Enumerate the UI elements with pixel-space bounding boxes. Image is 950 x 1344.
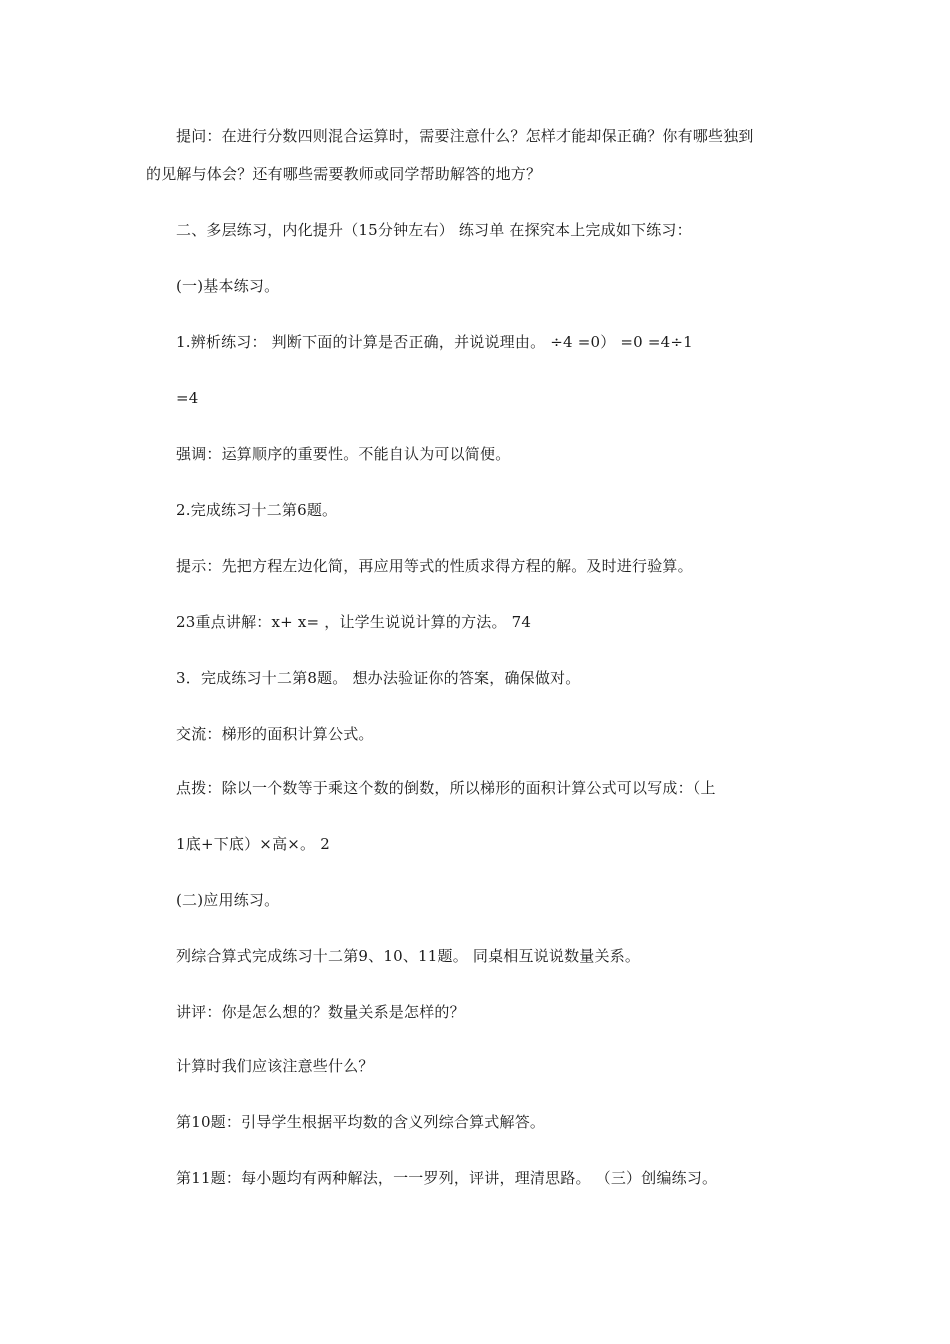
guidance-line-1: 点拨：除以一个数等于乘这个数的倒数，所以梯形的面积计算公式可以写成：（上 <box>176 779 716 797</box>
paragraph-question-line-2: 的见解与体会？还有哪些需要教师或同学帮助解答的地方？ <box>146 165 542 183</box>
key-explanation-line: 23重点讲解：x+ x= ，让学生说说计算的方法。 74 <box>176 613 532 631</box>
item-1-result: =4 <box>176 389 199 407</box>
hint-line: 提示：先把方程左边化简，再应用等式的性质求得方程的解。及时进行验算。 <box>176 557 693 575</box>
attention-line: 计算时我们应该注意些什么？ <box>176 1057 374 1075</box>
question-11-line: 第11题：每小题均有两种解法，一一罗列，评讲，理清思路。 （三）创编练习。 <box>176 1169 718 1187</box>
item-2: 2.完成练习十二第6题。 <box>176 501 338 519</box>
item-1-analysis: 1.辨析练习： 判断下面的计算是否正确，并说说理由。 ÷4 =0） =0 =4÷1 <box>176 333 693 351</box>
question-10-line: 第10题：引导学生根据平均数的含义列综合算式解答。 <box>176 1113 546 1131</box>
item-3: 3．完成练习十二第8题。 想办法验证你的答案，确保做对。 <box>176 669 581 687</box>
section-heading-practice: 二、多层练习，内化提升（15分钟左右） 练习单 在探究本上完成如下练习： <box>176 221 692 239</box>
paragraph-question-line-1: 提问：在进行分数四则混合运算时，需要注意什么？怎样才能却保正确？你有哪些独到 <box>176 127 754 145</box>
exchange-line: 交流：梯形的面积计算公式。 <box>176 725 374 743</box>
applied-practice-line: 列综合算式完成练习十二第9、10、11题。 同桌相互说说数量关系。 <box>176 947 641 965</box>
emphasis-line: 强调：运算顺序的重要性。不能自认为可以简便。 <box>176 445 511 463</box>
subheading-applied-practice: (二)应用练习。 <box>176 891 280 909</box>
guidance-line-2: 1底+下底）×高×。 2 <box>176 835 330 853</box>
review-line: 讲评：你是怎么想的？数量关系是怎样的？ <box>176 1003 465 1021</box>
subheading-basic-practice: (一)基本练习。 <box>176 277 280 295</box>
